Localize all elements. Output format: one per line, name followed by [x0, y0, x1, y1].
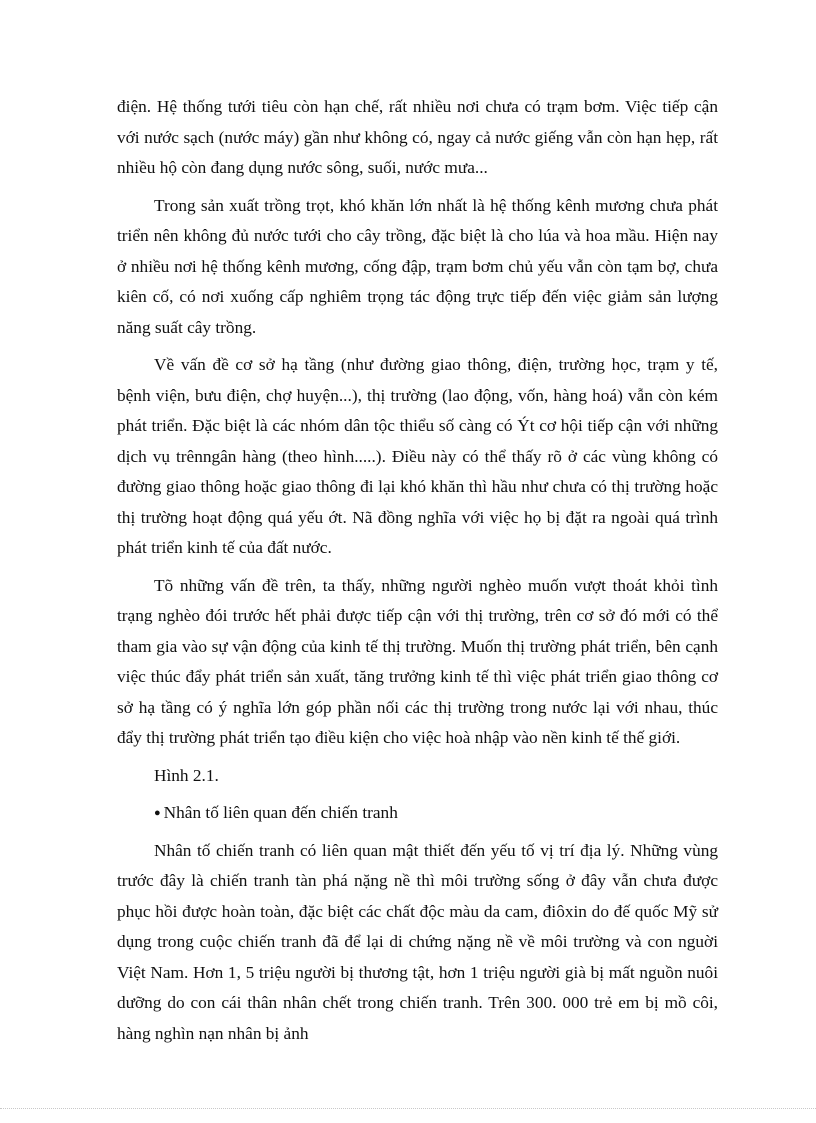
paragraph-continuation: điện. Hệ thống tưới tiêu còn hạn chế, rất nhiều nơi chưa có trạm bơm. Việc tiếp cận với nước sạch (nước máy) gần như không có, ngay cả nước giếng vẫn còn hạn hẹp, rất nhiều hộ còn đang dụng nước sông, suối, nước mưa... [117, 97, 718, 177]
figure-reference: Hình 2.1. [154, 765, 219, 785]
paragraph-market-access: Tõ những vấn đề trên, ta thấy, những người nghèo muốn vượt thoát khỏi tình trạng nghèo đói trước hết phải được tiếp cận với thị trường, trên cơ sở đó mới có thể tham gia vào sự vận động của kinh tế thị trường. Muốn thị trường phát triển, bên cạnh việc thúc đẩy phát triển sản xuất, tăng trưởng kinh tế thì việc phát triển giao thông cơ sở hạ tầng có ý nghĩa lớn góp phần nối các thị trường trong nước lại với nhau, thúc đẩy thị trường phát triển tạo điều kiện cho việc hoà nhập vào nền kinh tế thế giới. [117, 575, 718, 747]
paragraph-infrastructure: Về vấn đề cơ sở hạ tầng (như đường giao thông, điện, trường học, trạm y tế, bệnh viện, bưu điện, chợ huyện...), thị trường (lao động, vốn, hàng hoá) vẫn còn kém phát triển. Đặc biệt là các nhóm dân tộc thiểu số càng có Ýt cơ hội tiếp cận với những dịch vụ trênngân hàng (theo hình.....). Điều này có thể thấy rõ ở các vùng không có đường giao thông hoặc giao thông đi lại khó khăn thì hầu như chưa có thị trường hoặc thị trường hoạt động quá yếu ớt. Nã đồng nghĩa với việc họ bị đặt ra ngoài quá trình phát triển kinh tế của đất nước. [117, 355, 718, 557]
body-text [117, 92, 718, 1056]
paragraph-war-impact: Nhân tố chiến tranh có liên quan mật thiết đến yếu tố vị trí địa lý. Những vùng trước đây là chiến tranh tàn phá nặng nề thì môi trường sống ở đây vẫn chưa được phục hồi được hoàn toàn, đặc biệt các chất độc màu da cam, điôxin do đế quốc Mỹ sử dụng trong cuộc chiến tranh đã để lại di chứng nặng nề về môi trường và con nguời Việt Nam. Hơn 1, 5 triệu người bị thương tật, hơn 1 triệu người già bị mất nguồn nuôi dưỡng do con cái thân nhân chết trong chiến tranh. Trên 300. 000 trẻ em bị mồ côi, hàng nghìn nạn nhân bị ảnh [117, 840, 718, 1043]
page-bottom-divider [0, 1108, 816, 1109]
paragraph-irrigation: Trong sản xuất trồng trọt, khó khăn lớn nhất là hệ thống kênh mương chưa phát triển nên không đủ nước tưới cho cây trồng, đặc biệt là cho lúa và hoa mầu. Hiện nay ở nhiều nơi hệ thống kênh mương, cống đập, trạm bơm chủ yếu vẫn còn tạm bợ, chưa kiên cố, có nơi xuống cấp nghiêm trọng tác động trực tiếp đến việc giảm sản lượng năng suất cây trồng. [117, 195, 718, 337]
bullet-text: Nhân tố liên quan đến chiến tranh [163, 803, 398, 822]
bullet-item-war-factor [117, 798, 718, 829]
bullet-icon: ● [154, 807, 161, 819]
